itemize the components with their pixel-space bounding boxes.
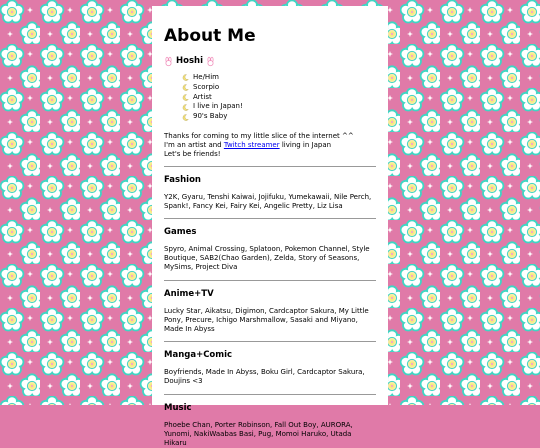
section-title-music: Music [164,402,192,413]
list-item: 90's Baby [182,112,376,122]
list-item: Artist [182,93,376,103]
section-divider [164,280,376,281]
bunny-icon [164,57,173,66]
section-divider [164,218,376,219]
section-title-anime-tv: Anime+TV [164,288,214,299]
page-title: About Me [164,26,256,46]
section-title-manga-comic: Manga+Comic [164,350,233,361]
section-body-fashion: Y2K, Gyaru, Tenshi Kaiwai, Jojifuku, Yumekawaii, Nile Perch, Spank!, Fancy Kei, Fairy Kei, Angelic Pretty, Liz Lisa [164,192,372,210]
list-item: He/Him [182,73,376,83]
list-item: I live in Japan! [182,102,376,112]
crescent-moon-icon [182,104,189,111]
profile-name: Hoshi [176,56,203,66]
section-divider [164,394,376,395]
list-item: Scorpio [182,83,376,93]
section-title-games: Games [164,227,197,237]
section-body-manga-comic: Boyfriends, Made In Abyss, Boku Girl, Cardcaptor Sakura, Doujins <3 [164,368,365,386]
twitch-streamer-link[interactable]: Twitch streamer [223,141,280,150]
crescent-moon-icon [182,114,189,121]
about-me-card [152,6,388,448]
section-divider [164,166,376,167]
section-divider [164,341,376,342]
name-row [164,56,376,66]
section-title-fashion: Fashion [164,174,201,185]
crescent-moon-icon [182,94,189,101]
crescent-moon-icon [182,74,189,81]
section-body-games: Spyro, Animal Crossing, Splatoon, Pokemon Channel, Style Boutique, SAB2(Chao Garden), Zelda, Story of Seasons, MySims, Project Diva [164,245,370,272]
bunny-icon [206,57,215,66]
section-body-anime-tv: Lucky Star, Aikatsu, Digimon, Cardcaptor Sakura, My Little Pony, Precure, Ichigo Marshmallow, Sasaki and Miyano, Made In Abyss [164,306,369,334]
section-body-music: Phoebe Chan, Porter Robinson, Fall Out Boy, AURORA, Yunomi, NakiWaabas Basi, Pug, Momoi Haruko, Utada Hikaru [164,420,353,448]
facts-list [164,73,376,122]
crescent-moon-icon [182,84,189,91]
intro-text: Thanks for coming to my little slice of the internet ^^ I'm an artist and Twitch streamer living in Japan Let's be friends! [164,131,354,159]
